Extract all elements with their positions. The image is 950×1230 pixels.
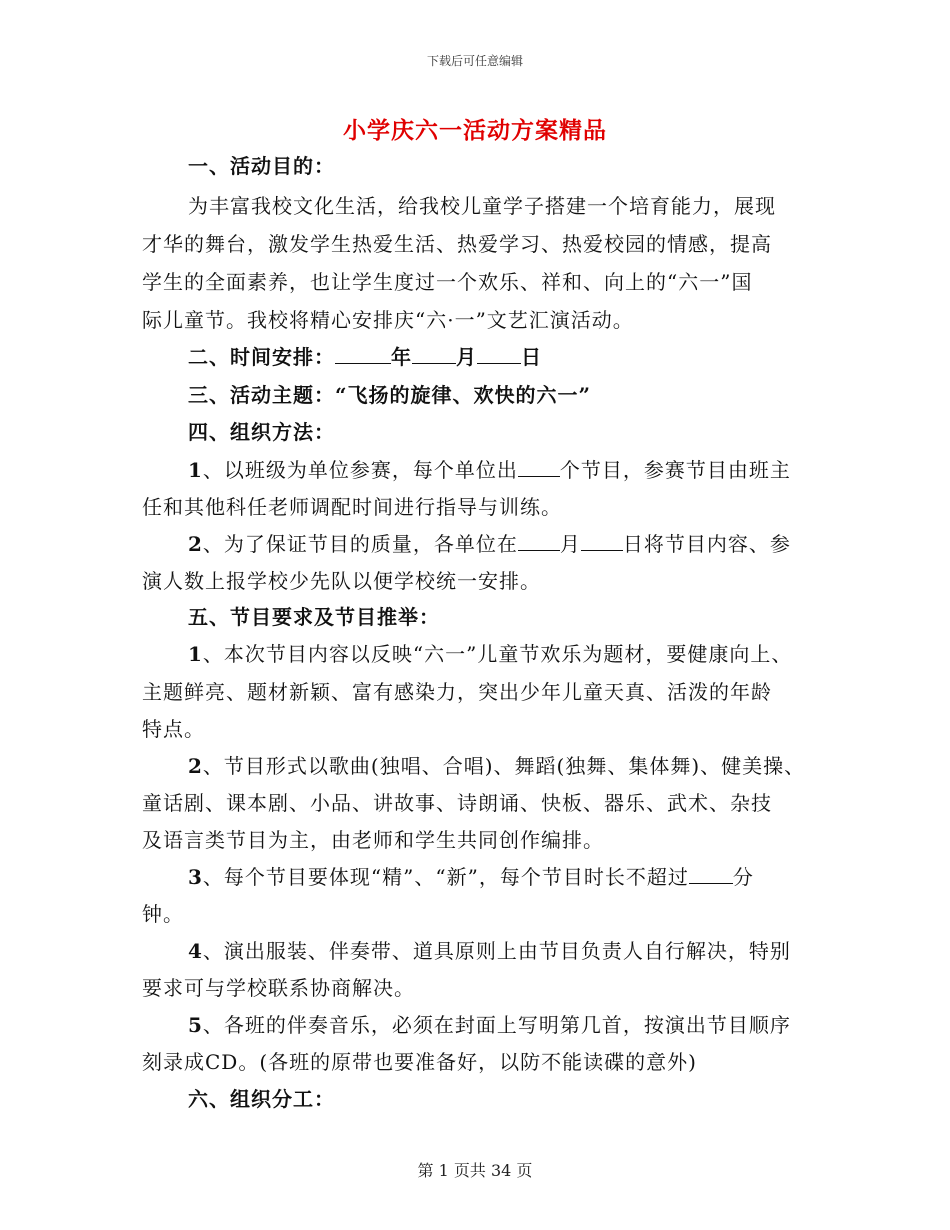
requirement-3-line-2: 钟。 xyxy=(142,902,184,926)
requirement-2-line-3: 及语言类节目为主，由老师和学生共同创作编排。 xyxy=(142,828,604,852)
item-number: 1 xyxy=(188,642,203,666)
requirement-4-line-2: 要求可与学校联系协商解决。 xyxy=(142,976,415,1000)
schedule-label: 二、时间安排： xyxy=(188,345,335,369)
item-text: 、每个节目要体现“精”、“新”，每个节目时长不超过 xyxy=(202,865,689,889)
heading-theme: 三、活动主题：“飞扬的旋律、欢快的六一” xyxy=(188,383,592,407)
item-text: 、各班的伴奏音乐，必须在封面上写明第几首，按演出节目顺序 xyxy=(202,1013,791,1037)
paragraph-purpose-line-1: 为丰富我校文化生活，给我校儿童学子搭建一个培育能力，展现 xyxy=(188,194,776,218)
day-blank xyxy=(581,530,623,551)
organization-item-2-line-1 xyxy=(188,530,791,558)
requirement-1-line-1 xyxy=(188,640,792,668)
count-blank xyxy=(518,456,560,477)
item-text: 日将节目内容、参 xyxy=(622,532,791,556)
page-number: 第 1 页共 34 页 xyxy=(417,1161,533,1180)
heading-division-of-labor: 六、组织分工： xyxy=(188,1087,335,1111)
document-title: 小学庆六一活动方案精品 xyxy=(343,117,607,144)
requirement-1-line-3: 特点。 xyxy=(142,717,205,741)
item-text: 、为了保证节目的质量，各单位在 xyxy=(202,532,518,556)
requirement-5-line-1 xyxy=(188,1011,791,1039)
requirement-5-line-2: 刻录成CD。(各班的原带也要准备好，以防不能读碟的意外) xyxy=(142,1050,697,1074)
item-text: 月 xyxy=(559,532,581,556)
schedule-day: 日 xyxy=(521,345,542,369)
schedule-month: 月 xyxy=(456,345,477,369)
item-text: 、演出服装、伴奏带、道具原则上由节目负责人自行解决，特别 xyxy=(202,939,791,963)
item-number: 2 xyxy=(188,754,203,778)
month-blank xyxy=(518,530,560,551)
item-number: 1 xyxy=(188,458,203,482)
heading-purpose: 一、活动目的： xyxy=(188,154,335,178)
organization-item-1-line-1 xyxy=(188,456,791,484)
day-blank xyxy=(477,343,521,364)
paragraph-purpose-line-4: 际儿童节。我校将精心安排庆“六·一”文艺汇演活动。 xyxy=(142,308,634,332)
item-text: 分 xyxy=(732,865,754,889)
item-text: 个节目，参赛节目由班主 xyxy=(559,458,791,482)
item-number: 2 xyxy=(188,532,203,556)
requirement-4-line-1 xyxy=(188,937,791,965)
requirement-2-line-2: 童话剧、课本剧、小品、讲故事、诗朗诵、快板、器乐、武术、杂技 xyxy=(142,791,772,815)
page-header-note: 下载后可任意编辑 xyxy=(426,54,523,68)
heading-schedule xyxy=(188,343,542,371)
organization-item-1-line-2: 任和其他科任老师调配时间进行指导与训练。 xyxy=(142,495,562,519)
item-text: 、以班级为单位参赛，每个单位出 xyxy=(202,458,518,482)
item-text: 、本次节目内容以反映“六一”儿童节欢乐为题材，要健康向上、 xyxy=(202,642,793,666)
requirement-2-line-1 xyxy=(188,752,805,780)
requirement-1-line-2: 主题鲜亮、题材新颖、富有感染力，突出少年儿童天真、活泼的年龄 xyxy=(142,680,772,704)
item-number: 3 xyxy=(188,865,203,889)
item-number: 5 xyxy=(188,1013,203,1037)
minutes-blank xyxy=(689,863,733,884)
organization-item-2-line-2: 演人数上报学校少先队以便学校统一安排。 xyxy=(142,569,541,593)
requirement-3-line-1 xyxy=(188,863,754,891)
item-number: 4 xyxy=(188,939,203,963)
paragraph-purpose-line-2: 才华的舞台，激发学生热爱生活、热爱学习、热爱校园的情感，提高 xyxy=(142,232,772,256)
heading-organization: 四、组织方法： xyxy=(188,420,335,444)
year-blank xyxy=(335,343,391,364)
paragraph-purpose-line-3: 学生的全面素养，也让学生度过一个欢乐、祥和、向上的“六一”国 xyxy=(142,270,753,294)
month-blank xyxy=(412,343,456,364)
schedule-year: 年 xyxy=(391,345,412,369)
item-text: 、节目形式以歌曲(独唱、合唱)、舞蹈(独舞、集体舞)、健美操、 xyxy=(202,754,806,778)
heading-requirements: 五、节目要求及节目推举： xyxy=(188,605,440,629)
